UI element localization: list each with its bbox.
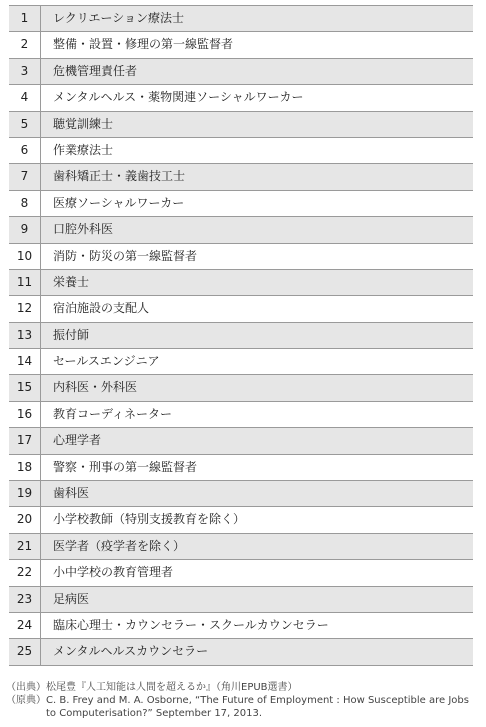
source-text: 松尾豊『人工知能は人間を超えるか』（角川EPUB選書） bbox=[46, 682, 298, 693]
rank-number: 16 bbox=[9, 402, 41, 427]
rank-number: 2 bbox=[9, 32, 41, 57]
job-title: 宿泊施設の支配人 bbox=[53, 301, 150, 316]
rank-number: 14 bbox=[9, 349, 41, 374]
job-title: 栄養士 bbox=[53, 274, 90, 289]
job-title: 消防・防災の第一線監督者 bbox=[53, 248, 198, 263]
job-title: 危機管理責任者 bbox=[53, 63, 138, 78]
job-title: 足病医 bbox=[53, 591, 90, 606]
job-title: 歯科医 bbox=[53, 486, 90, 501]
table-row bbox=[9, 428, 473, 454]
rank-number: 9 bbox=[9, 217, 41, 242]
job-title: 教育コーディネーター bbox=[53, 406, 173, 421]
rank-number: 24 bbox=[9, 613, 41, 638]
rank-number: 25 bbox=[9, 639, 41, 664]
table-row bbox=[9, 85, 473, 111]
original-text: C. B. Frey and M. A. Osborne, “The Future of Employment : How Susceptible are Jobs to Computerisation?” September 17, 2013. bbox=[46, 695, 469, 719]
jobs-table bbox=[9, 5, 473, 666]
table-row bbox=[9, 59, 473, 85]
table-row bbox=[9, 112, 473, 138]
rank-number: 8 bbox=[9, 191, 41, 216]
table-row bbox=[9, 6, 473, 32]
rank-number: 20 bbox=[9, 507, 41, 532]
job-title: 小学校教師（特別支援教育を除く） bbox=[53, 512, 246, 527]
job-title: レクリエーション療法士 bbox=[53, 11, 185, 25]
job-title: メンタルヘルスカウンセラー bbox=[53, 644, 209, 659]
job-title: 警察・刑事の第一線監督者 bbox=[53, 459, 198, 474]
rank-number: 23 bbox=[9, 587, 41, 612]
job-title: 振付師 bbox=[53, 327, 90, 342]
job-title: 小中学校の教育管理者 bbox=[53, 565, 174, 580]
job-title: メンタルヘルス・薬物関連ソーシャルワーカー bbox=[53, 90, 304, 105]
job-title: 臨床心理士・カウンセラー・スクールカウンセラー bbox=[53, 617, 329, 632]
table-row bbox=[9, 138, 473, 164]
job-title: 歯科矯正士・義歯技工士 bbox=[53, 169, 186, 184]
rank-number: 12 bbox=[9, 296, 41, 321]
table-row bbox=[9, 323, 473, 349]
job-title: 内科医・外科医 bbox=[53, 380, 138, 395]
rank-number: 5 bbox=[9, 112, 41, 137]
table-row bbox=[9, 639, 473, 665]
table-row bbox=[9, 587, 473, 613]
table-row bbox=[9, 402, 473, 428]
table-row bbox=[9, 244, 473, 270]
table-row bbox=[9, 534, 473, 560]
rank-number: 21 bbox=[9, 534, 41, 559]
rank-number: 19 bbox=[9, 481, 41, 506]
job-title: 心理学者 bbox=[53, 433, 102, 448]
job-title: セールスエンジニア bbox=[53, 354, 160, 369]
rank-number: 10 bbox=[9, 244, 41, 269]
table-row bbox=[9, 560, 473, 586]
rank-number: 1 bbox=[9, 6, 41, 31]
notes bbox=[6, 681, 480, 720]
table-row bbox=[9, 191, 473, 217]
table-row bbox=[9, 164, 473, 190]
source-label: （出典） bbox=[6, 682, 46, 693]
table-row bbox=[9, 613, 473, 639]
rank-number: 11 bbox=[9, 270, 41, 295]
rank-number: 18 bbox=[9, 455, 41, 480]
table-row bbox=[9, 349, 473, 375]
table-row bbox=[9, 270, 473, 296]
job-title: 作業療法士 bbox=[53, 142, 114, 157]
table-row bbox=[9, 481, 473, 507]
table-row bbox=[9, 32, 473, 58]
table-row bbox=[9, 375, 473, 401]
rank-number: 3 bbox=[9, 59, 41, 84]
job-title: 整備・設置・修理の第一線監督者 bbox=[53, 37, 234, 52]
table-row bbox=[9, 507, 473, 533]
rank-number: 22 bbox=[9, 560, 41, 585]
original-label: （原典） bbox=[6, 695, 46, 706]
job-title: 聴覚訓練士 bbox=[53, 116, 114, 131]
rank-number: 13 bbox=[9, 323, 41, 348]
table-row bbox=[9, 217, 473, 243]
table-row bbox=[9, 455, 473, 481]
job-title: 口腔外科医 bbox=[53, 222, 114, 237]
job-title: 医療ソーシャルワーカー bbox=[53, 195, 185, 210]
rank-number: 7 bbox=[9, 164, 41, 189]
original-note bbox=[6, 694, 480, 720]
source-note bbox=[6, 681, 480, 694]
rank-number: 15 bbox=[9, 375, 41, 400]
rank-number: 4 bbox=[9, 85, 41, 110]
rank-number: 17 bbox=[9, 428, 41, 453]
rank-number: 6 bbox=[9, 138, 41, 163]
table-row bbox=[9, 296, 473, 322]
job-title: 医学者（疫学者を除く） bbox=[53, 538, 186, 553]
